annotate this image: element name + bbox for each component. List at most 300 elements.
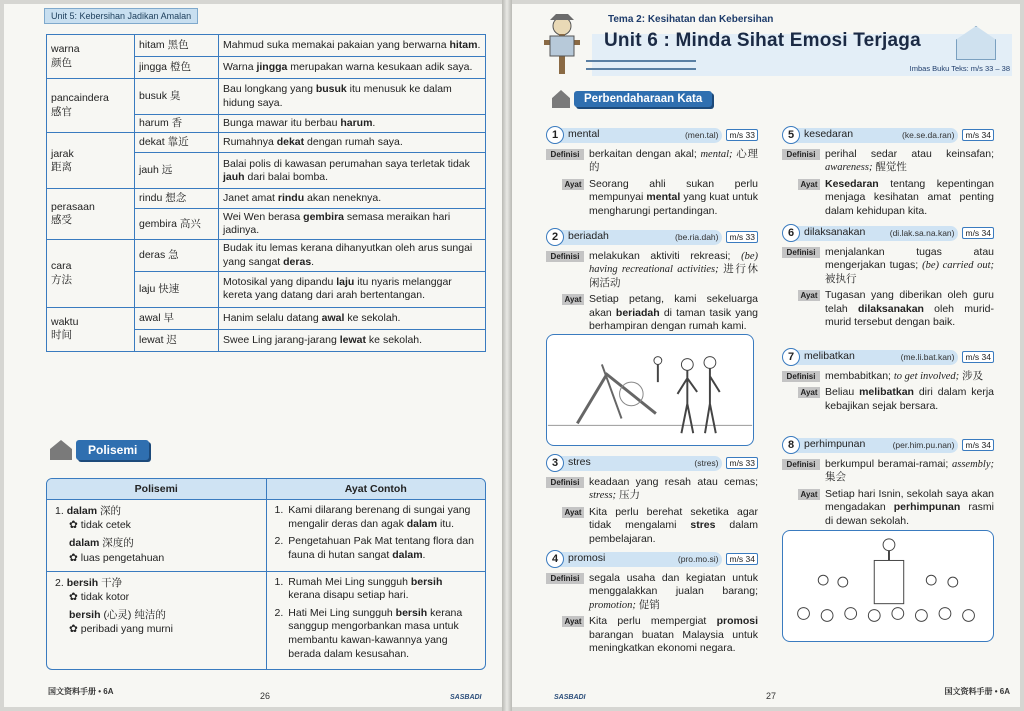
definisi-label: Definisi: [546, 149, 584, 160]
vocab-category: [47, 189, 135, 240]
example-text: [288, 535, 477, 562]
vocab-category: [47, 35, 135, 79]
entry-word: beriadah: [568, 230, 609, 243]
vocab-word: hitam 黑色: [135, 35, 219, 57]
page-ref: m/s 33: [726, 129, 758, 142]
ayat-text: [589, 506, 758, 546]
sentence-text: dari balai bomba.: [244, 170, 329, 183]
ayat-text: [825, 178, 994, 218]
sentence-keyword: busuk: [315, 83, 347, 96]
polisemi-examples: [267, 500, 486, 571]
sentence-text: ke sekolah.: [344, 311, 401, 324]
example-sentence: [275, 535, 478, 562]
vocab-sentence: [219, 79, 486, 115]
ayat-line: [782, 289, 994, 329]
category-name: waktu: [51, 316, 79, 328]
ayat-label: Ayat: [798, 290, 820, 301]
vocab-sentence: [219, 35, 486, 57]
sentence-text: semasa meraikan hari jadinya.: [223, 211, 451, 237]
category-name: warna: [51, 43, 80, 56]
ayat-keyword: beriadah: [615, 306, 660, 319]
entry-pronunciation: (ke.se.da.ran): [902, 129, 955, 140]
sentence-text: Bunga mawar itu berbau: [223, 117, 341, 129]
definition-ms: perihal sedar atau keinsafan;: [825, 148, 994, 160]
ayat-text: [589, 293, 758, 333]
entry-number: 6: [782, 224, 800, 242]
sentence-keyword: gembira: [303, 211, 345, 224]
ayat-part: yang kuat untuk mengharungi pertandingan.: [589, 191, 758, 217]
polisemi-words: [47, 572, 267, 670]
definition-en: (be) carried out;: [922, 260, 995, 272]
vocab-entry: [782, 348, 994, 416]
sentence-text: merupakan warna kesukaan adik saya.: [287, 60, 473, 73]
example-part: .: [422, 548, 426, 561]
entry-word: mental: [568, 128, 600, 141]
sentence-text: Motosikal yang dipandu: [223, 276, 337, 288]
ayat-keyword: perhimpunan: [893, 501, 961, 514]
entry-word: kesedaran: [804, 128, 854, 141]
entry-pronunciation: (pro.mo.si): [677, 553, 719, 564]
ayat-label: Ayat: [562, 179, 584, 190]
polisemi-word: bersih: [66, 576, 99, 589]
entry-pronunciation: (di.lak.sa.na.kan): [889, 227, 955, 238]
ayat-text: [825, 386, 994, 413]
page-ref: m/s 33: [726, 231, 758, 244]
definition-ms: membabitkan;: [825, 370, 891, 382]
vocab-word: awal 早: [135, 307, 219, 329]
entry-bar: [560, 230, 722, 245]
entry-header: [782, 436, 994, 454]
sentence-text: Hanim selalu datang: [223, 311, 322, 324]
definition-text: [589, 476, 758, 503]
vocab-sentence: [219, 271, 486, 307]
ayat-line: [546, 615, 758, 655]
entry-pronunciation: (men.tal): [684, 129, 719, 140]
category-cn: 时间: [51, 329, 72, 342]
entry-header: [546, 228, 758, 246]
example-sentence: [275, 504, 478, 531]
sentence-text: Swee Ling jarang-jarang: [223, 333, 340, 346]
sentence-text: dengan rumah saya.: [304, 136, 403, 149]
perbendaharaan-heading: [552, 90, 712, 108]
definition-line: [546, 476, 758, 503]
example-number: 2.: [274, 535, 284, 548]
entry-number: 4: [546, 550, 564, 568]
example-sentence: [275, 576, 478, 603]
publisher-logo: SASBADI: [450, 694, 482, 701]
polisemi-number: 1.: [55, 505, 64, 517]
textbook-reference: Imbas Buku Teks: m/s 33 – 38: [909, 64, 1010, 73]
sentence-keyword: harum: [340, 117, 373, 129]
vocab-entry: [546, 126, 758, 221]
definition-cn: 醒觉性: [875, 161, 907, 174]
sentence-text: itu menusuk ke dalam hidung saya.: [223, 83, 452, 109]
definition-line: [546, 250, 758, 290]
entry-bar: [796, 438, 958, 453]
vocab-word: busuk 臭: [135, 79, 219, 115]
definition-ms: melakukan aktiviti rekreasi;: [589, 250, 731, 262]
vocab-sentence: [219, 240, 486, 271]
polisemi-row: [47, 571, 485, 670]
ayat-line: [546, 506, 758, 546]
polisemi-row: [47, 499, 485, 571]
definition-text: [589, 250, 758, 290]
ayat-text: [825, 289, 994, 329]
publisher-logo: SASBADI: [554, 694, 586, 701]
ayat-text: [589, 615, 758, 655]
ayat-part: tentang kepentingan menjaga kesihatan amat penting dalam kehidupan kita.: [825, 177, 994, 217]
sentence-keyword: deras: [283, 255, 312, 268]
polisemi-word: dalam: [69, 537, 100, 550]
polisemi-number: 2.: [55, 576, 64, 589]
definition-cn: 压力: [618, 489, 640, 502]
entry-word: dilaksanakan: [804, 226, 866, 239]
sentence-keyword: laju: [336, 276, 355, 288]
ayat-part: barangan buatan Malaysia untuk meningkatkan ekonomi negara.: [589, 628, 758, 655]
sentence-text: ke sekolah.: [366, 333, 423, 346]
ayat-part: rasmi di dewan sekolah.: [825, 501, 994, 527]
example-part: kerana disapu setiap hari.: [288, 589, 409, 602]
definition-text: [825, 458, 994, 485]
vocab-word: rindu 想念: [135, 189, 219, 209]
definition-line: [782, 148, 994, 175]
entry-bar: [560, 128, 722, 143]
vocab-row: [47, 79, 486, 115]
assembly-illustration: [782, 530, 994, 642]
ayat-contoh-col-header: Ayat Contoh: [344, 483, 407, 495]
ayat-label: Ayat: [798, 489, 820, 500]
definition-en: (be) having recreational activities;: [589, 251, 759, 276]
vocab-entry: [546, 550, 758, 659]
example-number: 1.: [274, 575, 284, 588]
house-icon: [50, 440, 72, 460]
entry-header: [546, 550, 758, 568]
fence-decoration: [586, 60, 696, 70]
park-family-illustration: [546, 334, 754, 446]
right-page: [512, 4, 1020, 707]
entry-header: [782, 224, 994, 242]
sentence-keyword: jingga: [256, 60, 288, 73]
sentence-keyword: rindu: [277, 192, 305, 205]
ayat-label: Ayat: [798, 179, 820, 190]
example-text: [288, 576, 477, 603]
example-text: [288, 607, 477, 662]
vocab-row: [47, 307, 486, 329]
vocab-word: jingga 橙色: [135, 57, 219, 79]
entry-pronunciation: (be.ria.dah): [675, 231, 719, 242]
entry-bar: [560, 552, 722, 567]
scarecrow-icon: [540, 12, 584, 76]
ayat-part: Setiap hari Isnin, sekolah saya akan mengadakan: [825, 487, 994, 514]
entry-pronunciation: (per.him.pu.nan): [892, 439, 955, 450]
page-number: 26: [260, 691, 271, 701]
polisemi-word: bersih: [69, 608, 101, 621]
ayat-part: diri dalam kerja kebajikan sejak bersara.: [825, 386, 994, 412]
ayat-part: Beliau: [825, 386, 860, 399]
category-cn: 感受: [51, 214, 72, 227]
vocab-row: [47, 35, 486, 57]
definition-line: [546, 572, 758, 612]
ayat-line: [782, 386, 994, 413]
ayat-label: Ayat: [562, 294, 584, 305]
vocab-entry: [546, 228, 758, 337]
unit-tab: Unit 5: Kebersihan Jadikan Amalan: [44, 8, 198, 24]
vocab-word: deras 急: [135, 240, 219, 271]
section-title: Perbendaharaan Kata: [574, 91, 712, 107]
entry-number: 8: [782, 436, 800, 454]
ayat-line: [782, 178, 994, 218]
definition-ms: keadaan yang resah atau cemas;: [589, 476, 758, 488]
footer-label: 国文资料手册 • 6A: [48, 687, 114, 696]
house-icon: [552, 90, 570, 108]
sentence-text: Balai polis di kawasan perumahan saya terletak tidak: [223, 157, 470, 170]
left-page: [4, 4, 502, 707]
entry-bar: [796, 226, 958, 241]
definition-ms: berkaitan dengan akal;: [589, 148, 697, 160]
polisemi-meaning: tidak kotor: [80, 590, 130, 603]
vocab-entry: [546, 454, 758, 549]
ayat-keyword: Kesedaran: [825, 177, 879, 190]
ayat-keyword: promosi: [716, 615, 758, 628]
star-icon: ✿: [69, 590, 78, 603]
definition-text: [825, 148, 994, 175]
definition-en: awareness;: [825, 162, 873, 174]
definition-text: [589, 572, 758, 612]
definition-ms: menjalankan tugas atau mengerjakan tugas;: [825, 246, 994, 272]
category-name: pancaindera: [51, 92, 109, 105]
entry-bar: [796, 350, 958, 365]
vocab-sentence: [219, 307, 486, 329]
barn-icon: [956, 26, 996, 60]
definition-line: [782, 370, 994, 383]
sentence-text: .: [477, 38, 481, 51]
vocab-entry: [782, 126, 994, 221]
definition-cn: 被执行: [825, 272, 857, 285]
vocab-row: [47, 240, 486, 271]
polisemi-heading: [50, 440, 149, 460]
entry-word: perhimpunan: [804, 438, 866, 451]
entry-number: 7: [782, 348, 800, 366]
page-ref: m/s 34: [962, 439, 994, 452]
category-cn: 方法: [51, 273, 72, 286]
definisi-label: Definisi: [782, 459, 820, 470]
entry-number: 5: [782, 126, 800, 144]
vocab-sentence: [219, 189, 486, 209]
polisemi-cn: 干净: [101, 576, 123, 589]
polisemi-meaning: peribadi yang murni: [80, 623, 173, 636]
page-ref: m/s 34: [962, 129, 994, 142]
example-keyword: bersih: [395, 606, 428, 619]
vocab-sentence: [219, 153, 486, 189]
category-name: perasaan: [51, 201, 95, 214]
entry-bar: [796, 128, 958, 143]
sentence-keyword: lewat: [339, 333, 367, 346]
sentence-text: Budak itu lemas kerana dihanyutkan oleh arus sungai yang sangat: [223, 242, 473, 268]
ayat-line: [546, 293, 758, 333]
polisemi-words: [47, 500, 267, 571]
star-icon: ✿: [69, 551, 78, 564]
sentence-text: akan neneknya.: [304, 192, 382, 205]
definition-line: [782, 246, 994, 286]
ayat-text: [825, 488, 994, 528]
example-keyword: dalam: [406, 517, 438, 530]
entry-word: promosi: [568, 552, 606, 565]
polisemi-col-header: Polisemi: [47, 479, 267, 499]
definisi-label: Definisi: [782, 247, 820, 258]
vocab-category: [47, 133, 135, 189]
unit-title: Unit 6 : Minda Sihat Emosi Terjaga: [604, 30, 921, 51]
definition-text: [825, 246, 994, 286]
definisi-label: Definisi: [782, 149, 820, 160]
example-part: kerana sanggup mengorbankan masa untuk membantu kawan-kawannya yang berada dalam kesusahan.: [288, 606, 463, 660]
polisemi-header: [47, 479, 485, 499]
sentence-keyword: dekat: [276, 136, 305, 149]
entry-header: [782, 348, 994, 366]
ayat-part: Setiap petang, kami sekeluarga akan: [589, 293, 758, 319]
category-cn: 颜色: [51, 56, 72, 69]
ayat-part: oleh murid-murid tersebut dengan baik.: [825, 302, 994, 329]
example-number: 2.: [274, 606, 284, 619]
example-part: Kami dilarang berenang di sungai yang mengalir deras dan agak: [288, 504, 471, 530]
sentence-text: itu nyaris melanggar kereta yang datang dari arah bertentangan.: [223, 276, 452, 302]
ayat-keyword: dilaksanakan: [858, 302, 924, 315]
sentence-text: Janet amat: [223, 192, 278, 205]
example-keyword: bersih: [410, 575, 443, 588]
definisi-label: Definisi: [546, 573, 584, 584]
category-name: cara: [51, 260, 72, 273]
sentence-text: Mahmud suka memakai pakaian yang berwarna: [223, 38, 450, 51]
ayat-label: Ayat: [562, 616, 584, 627]
vocab-sentence: [219, 329, 486, 351]
polisemi-cn: (心灵) 纯洁的: [103, 608, 166, 621]
definition-en: promotion;: [589, 599, 636, 611]
page-ref: m/s 33: [726, 457, 758, 470]
ayat-line: [782, 488, 994, 528]
definisi-label: Definisi: [782, 371, 820, 382]
definisi-label: Definisi: [546, 251, 584, 262]
example-part: Hati Mei Ling sungguh: [288, 606, 396, 619]
entry-number: 3: [546, 454, 564, 472]
unit-banner: [512, 4, 1020, 82]
sentence-keyword: hitam: [449, 38, 478, 51]
sentence-keyword: awal: [321, 311, 345, 324]
sentence-text: Bau longkang yang: [223, 83, 316, 96]
definition-text: [825, 370, 983, 383]
entry-pronunciation: (stres): [694, 457, 719, 468]
example-number: 1.: [274, 504, 284, 516]
example-part: Pengetahuan Pak Mat tentang flora dan fauna di hutan sangat: [288, 535, 474, 561]
sentence-text: Rumahnya: [223, 136, 277, 149]
ayat-part: di taman tasik yang berhampiran dengan rumah kami.: [589, 306, 758, 333]
ayat-keyword: melibatkan: [859, 386, 914, 399]
polisemi-table: [46, 478, 486, 670]
ayat-part: Seorang ahli sukan perlu mempunyai: [589, 177, 758, 204]
definition-ms: segala usaha dan kegiatan untuk menggalakkan jualan barang;: [589, 572, 758, 598]
entry-number: 2: [546, 228, 564, 246]
ayat-label: Ayat: [798, 387, 820, 398]
vocab-row: [47, 133, 486, 153]
vocab-category: [47, 307, 135, 351]
entry-number: 1: [546, 126, 564, 144]
sentence-text: .: [372, 117, 376, 129]
definition-cn: 心理的: [589, 148, 758, 174]
vocab-word: harum 香: [135, 115, 219, 133]
example-text: [288, 504, 477, 531]
vocab-word: gembira 高兴: [135, 209, 219, 240]
entry-bar: [560, 456, 722, 471]
polisemi-cn: 深的: [99, 505, 121, 517]
tema-title: Tema 2: Kesihatan dan Kebersihan: [608, 14, 774, 25]
definition-en: stress;: [589, 490, 617, 502]
ayat-part: dalam pembelajaran.: [589, 519, 758, 545]
vocab-sentence: [219, 115, 486, 133]
example-sentence: [275, 607, 478, 662]
example-part: Rumah Mei Ling sungguh: [288, 575, 411, 588]
definition-en: mental;: [700, 149, 733, 160]
ayat-line: [546, 178, 758, 218]
vocab-category: [47, 79, 135, 133]
ayat-part: Kita perlu mempergiat: [589, 615, 717, 628]
definition-text: [589, 148, 758, 175]
star-icon: ✿: [69, 519, 78, 532]
category-cn: 感官: [51, 105, 72, 118]
footer-label: 国文资料手册 • 6A: [944, 687, 1010, 696]
vocab-word: jauh 远: [135, 153, 219, 189]
vocab-entry: [782, 224, 994, 333]
sentence-text: Warna: [223, 60, 257, 73]
ayat-text: [589, 178, 758, 218]
vocab-row: [47, 189, 486, 209]
definition-en: assembly;: [952, 459, 994, 470]
ayat-keyword: mental: [646, 191, 681, 204]
entry-header: [782, 126, 994, 144]
page-ref: m/s 34: [962, 227, 994, 240]
ayat-label: Ayat: [562, 507, 584, 518]
vocab-category: [47, 240, 135, 307]
entry-pronunciation: (me.li.bat.kan): [900, 351, 955, 362]
polisemi-meaning: luas pengetahuan: [80, 551, 165, 564]
vocab-sentence: [219, 57, 486, 79]
star-icon: ✿: [69, 623, 78, 636]
example-part: itu.: [437, 517, 455, 530]
polisemi-title: Polisemi: [76, 440, 149, 460]
polisemi-examples: [267, 572, 486, 670]
vocab-sentence: [219, 133, 486, 153]
sentence-text: .: [311, 255, 315, 268]
sentence-text: Wei Wen berasa: [223, 211, 304, 224]
entry-header: [546, 126, 758, 144]
vocabulary-table: [46, 34, 486, 352]
ayat-part: Kita perlu berehat seketika agar tidak mengalami: [589, 505, 758, 532]
book-gutter: [502, 0, 512, 711]
definition-line: [782, 458, 994, 485]
vocab-word: laju 快速: [135, 271, 219, 307]
ayat-part: Tugasan yang diberikan oleh guru telah: [825, 289, 994, 315]
vocab-word: dekat 靠近: [135, 133, 219, 153]
definisi-label: Definisi: [546, 477, 584, 488]
polisemi-word: dalam: [66, 505, 98, 517]
definition-cn: 进行休闲活动: [589, 263, 759, 289]
category-cn: 距离: [51, 160, 72, 173]
example-keyword: dalam: [392, 548, 423, 561]
ayat-keyword: stres: [690, 519, 716, 532]
definition-line: [546, 148, 758, 175]
page-ref: m/s 34: [726, 553, 758, 566]
polisemi-meaning: tidak cetek: [80, 519, 131, 532]
vocab-entry: [782, 436, 994, 531]
entry-word: melibatkan: [804, 350, 855, 363]
vocab-word: lewat 迟: [135, 329, 219, 351]
